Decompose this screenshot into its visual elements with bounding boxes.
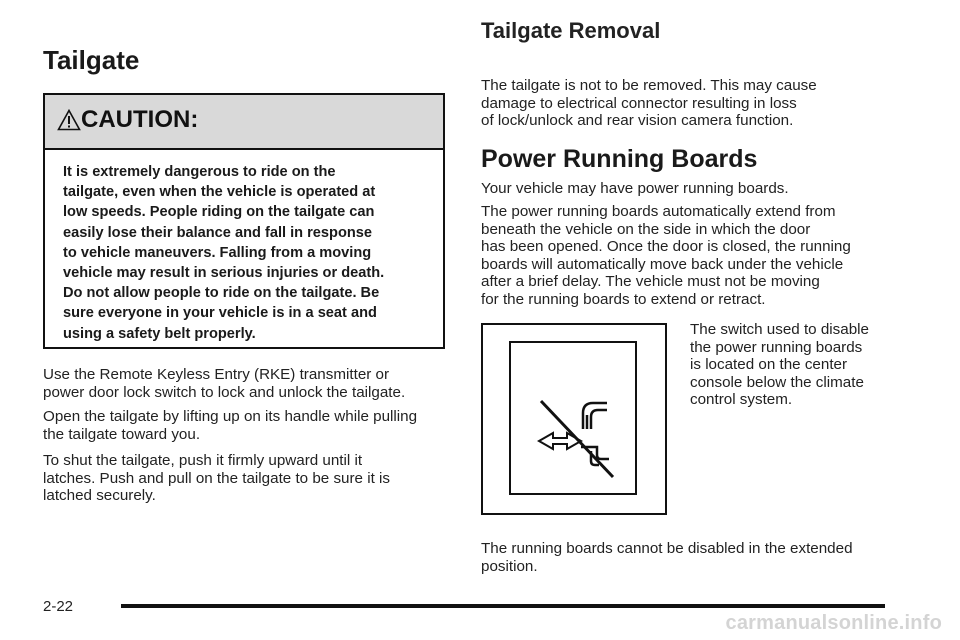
text-line: power door lock switch to lock and unlock the tailgate. (43, 383, 406, 401)
text-line: damage to electrical connector resulting in loss (481, 94, 797, 112)
text-line: latches. Push and pull on the tailgate to be sure it is (43, 469, 390, 487)
text-line: Your vehicle may have power running boards. (481, 180, 789, 197)
text-line: console below the climate (690, 373, 864, 391)
caution-box (43, 93, 445, 349)
power-running-boards-heading: Power Running Boards (481, 145, 758, 173)
text-line: the power running boards (690, 338, 863, 356)
caution-line: tailgate, even when the vehicle is operated at (63, 184, 376, 201)
text-line: Use the Remote Keyless Entry (RKE) transmitter or (43, 366, 390, 383)
caution-line: It is extremely dangerous to ride on the (63, 164, 336, 180)
tailgate-heading: Tailgate (43, 45, 140, 75)
tailgate-removal-heading: Tailgate Removal (481, 18, 661, 44)
text-line: Open the tailgate by lifting up on its handle while pulling (43, 408, 418, 425)
text-line: To shut the tailgate, push it firmly upward until it (43, 452, 363, 469)
text-line: The switch used to disable (690, 321, 869, 338)
page-number: 2-22 (43, 598, 74, 615)
caution-line: easily lose their balance and fall in response (63, 224, 373, 241)
caution-line: low speeds. People riding on the tailgate can (63, 204, 375, 221)
open-tailgate-paragraph (43, 408, 417, 443)
watermark: carmanualsonline.info (725, 612, 942, 634)
running-boards-description (481, 203, 851, 309)
text-line: for the running boards to extend or retract. (481, 290, 766, 308)
running-board-disable-icon (511, 343, 635, 493)
switch-button (509, 341, 637, 495)
rke-paragraph (43, 366, 405, 401)
tailgate-removal-paragraph (481, 77, 817, 130)
text-line: position. (481, 557, 538, 575)
running-boards-extended-note (481, 540, 853, 575)
caution-line: sure everyone in your vehicle is in a seat and (63, 305, 377, 322)
warning-triangle-icon (57, 109, 81, 131)
caution-line: using a safety belt properly. (63, 325, 256, 342)
caution-text (63, 162, 384, 344)
text-line: is located on the center (690, 356, 848, 374)
text-line: after a brief delay. The vehicle must not be moving (481, 273, 820, 291)
text-line: boards will automatically move back under the vehicle (481, 255, 844, 273)
text-line: The running boards cannot be disabled in the extended (481, 540, 853, 557)
text-line: control system. (690, 391, 793, 409)
caution-line: to vehicle maneuvers. Falling from a moving (63, 244, 372, 261)
shut-tailgate-paragraph (43, 452, 390, 505)
text-line: has been opened. Once the door is closed, the running (481, 238, 851, 256)
text-line: of lock/unlock and rear vision camera function. (481, 112, 794, 130)
running-boards-intro (481, 180, 789, 198)
right-column (481, 0, 901, 575)
text-line: The tailgate is not to be removed. This may cause (481, 77, 817, 94)
figure-caption (690, 321, 869, 409)
caution-header (45, 95, 443, 150)
caution-line: Do not allow people to ride on the tailgate. Be (63, 285, 380, 302)
caution-label: CAUTION: (81, 106, 199, 133)
text-line: the tailgate toward you. (43, 425, 201, 443)
running-board-switch-figure (481, 323, 667, 515)
text-line: latched securely. (43, 487, 156, 505)
text-line: beneath the vehicle on the side in which the door (481, 220, 811, 238)
caution-line: vehicle may result in serious injuries or death. (63, 265, 385, 282)
footer-rule (121, 604, 885, 608)
text-line: The power running boards automatically extend from (481, 203, 836, 220)
